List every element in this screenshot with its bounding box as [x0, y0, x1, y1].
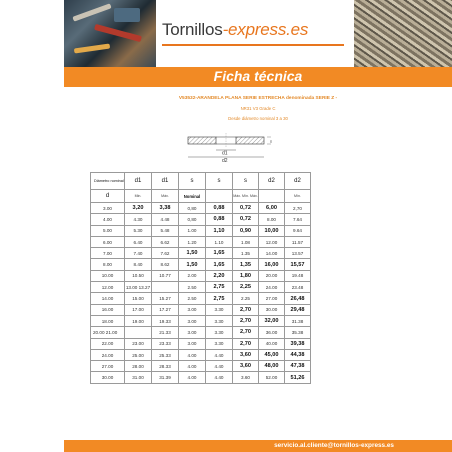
table-cell: 3,38: [152, 203, 179, 214]
table-cell: 19.48: [285, 270, 311, 281]
table-cell: 13.57: [285, 248, 311, 259]
table-cell: 17.00: [125, 304, 152, 315]
table-cell: 22.00: [91, 338, 125, 349]
table-cell: 45,00: [259, 349, 285, 360]
table-cell: 40.00: [259, 338, 285, 349]
table-cell: 8.62: [152, 259, 179, 270]
subheader-cell: Máx. Mín. Máx.: [233, 190, 259, 203]
table-cell: 13.00 13.27: [125, 282, 152, 293]
table-cell: 0,90: [233, 225, 259, 236]
table-cell: 21.33: [152, 327, 179, 338]
table-cell: 24.00: [259, 282, 285, 293]
table-cell: 25.33: [152, 349, 179, 360]
table-row: [91, 349, 311, 360]
header-cell: d2: [259, 173, 285, 190]
standard-line: NR31 V3 Grade C: [240, 106, 276, 111]
brand-logo: [162, 20, 308, 40]
table-cell: 1.00: [179, 225, 206, 236]
table-cell: 31.39: [152, 372, 179, 383]
table-row: [91, 304, 311, 315]
table-row: [91, 259, 311, 270]
table-cell: 25.00: [125, 349, 152, 360]
table-cell: 10.00: [91, 270, 125, 281]
table-cell: 14.00: [91, 293, 125, 304]
subheader-cell: Min.: [125, 190, 152, 203]
header-banner: [64, 0, 452, 67]
footer-email-link[interactable]: servicio.al.cliente@tornillos-express.es: [274, 442, 394, 449]
subheader-cell: d: [91, 190, 125, 203]
table-cell: 1.35: [233, 248, 259, 259]
spec-table: [90, 172, 311, 384]
subheader-cell: [259, 190, 285, 203]
table-cell: 3.30: [206, 327, 233, 338]
table-row: [91, 293, 311, 304]
table-cell: 30.00: [259, 304, 285, 315]
table-cell: 15.00: [125, 293, 152, 304]
table-cell: 0,88: [206, 214, 233, 225]
logo-underline: [162, 44, 344, 46]
table-cell: 9.64: [285, 225, 311, 236]
table-cell: 4.40: [206, 372, 233, 383]
table-cell: 2,70: [233, 327, 259, 338]
table-cell: 1,35: [233, 259, 259, 270]
table-cell: 2,75: [206, 293, 233, 304]
brand-name: Tornillos: [162, 20, 223, 39]
table-cell: 8.00: [91, 259, 125, 270]
subheader-cell: [206, 190, 233, 203]
table-cell: 20.00 21.00: [91, 327, 125, 338]
table-cell: 17.27: [152, 304, 179, 315]
table-row: [91, 236, 311, 247]
range-line: Desde diámetro nominal 3 a 30: [228, 116, 288, 121]
table-row: [91, 214, 311, 225]
table-cell: 7.64: [285, 214, 311, 225]
table-cell: 1,80: [233, 270, 259, 281]
table-cell: 16,00: [259, 259, 285, 270]
table-cell: 51,26: [285, 372, 311, 383]
table-row: [91, 270, 311, 281]
logo-area: [156, 0, 354, 67]
tools-photo: [64, 0, 156, 67]
table-cell: 20.00: [259, 270, 285, 281]
table-cell: 10,00: [259, 225, 285, 236]
table-cell: 19.00: [125, 315, 152, 326]
table-cell: 5.48: [152, 225, 179, 236]
table-cell: [152, 282, 179, 293]
table-cell: 35.38: [285, 327, 311, 338]
table-cell: 4.48: [152, 214, 179, 225]
washer-section-right: [236, 137, 264, 144]
table-cell: 2,70: [285, 203, 311, 214]
table-cell: 5.30: [125, 225, 152, 236]
header-cell: s: [179, 173, 206, 190]
table-cell: 36.00: [259, 327, 285, 338]
table-cell: 8.40: [125, 259, 152, 270]
table-cell: 4.00: [91, 214, 125, 225]
table-cell: 2,20: [206, 270, 233, 281]
table-cell: 0,88: [206, 203, 233, 214]
page-title: Ficha técnica: [213, 68, 303, 84]
screws-photo: [354, 0, 452, 67]
table-cell: 6.00: [91, 236, 125, 247]
table-cell: 4.00: [179, 372, 206, 383]
table-cell: 4.30: [125, 214, 152, 225]
table-cell: 3,60: [233, 349, 259, 360]
table-cell: 30.00: [91, 372, 125, 383]
table-cell: 31.00: [125, 372, 152, 383]
table-cell: 1,10: [206, 225, 233, 236]
table-cell: 7.00: [91, 248, 125, 259]
table-cell: 15.27: [152, 293, 179, 304]
table-cell: 47,38: [285, 361, 311, 372]
table-cell: 0,72: [233, 203, 259, 214]
table-cell: 1,65: [206, 248, 233, 259]
table-cell: 6.62: [152, 236, 179, 247]
table-cell: 3.00: [91, 203, 125, 214]
table-cell: 2.50: [179, 293, 206, 304]
table-cell: 3.00: [179, 304, 206, 315]
table-cell: 2,75: [206, 282, 233, 293]
table-cell: 1.08: [233, 236, 259, 247]
table-cell: 8.00: [259, 214, 285, 225]
table-cell: 3.60: [233, 372, 259, 383]
table-row: [91, 315, 311, 326]
table-cell: 2.00: [179, 270, 206, 281]
table-cell: 23.00: [125, 338, 152, 349]
table-row: [91, 248, 311, 259]
table-cell: 39,38: [285, 338, 311, 349]
table-cell: 27.00: [91, 361, 125, 372]
table-cell: 7.62: [152, 248, 179, 259]
table-cell: 3,20: [125, 203, 152, 214]
table-row: [91, 372, 311, 383]
table-row: [91, 225, 311, 236]
header-cell: s: [233, 173, 259, 190]
table-cell: 3.30: [206, 304, 233, 315]
header-cell: d1: [152, 173, 179, 190]
table-cell: 2.50: [179, 282, 206, 293]
dim-d1-label: d1: [222, 150, 228, 157]
table-cell: 15,57: [285, 259, 311, 270]
footer-band: [64, 440, 452, 452]
table-cell: [125, 327, 152, 338]
table-cell: 23.33: [152, 338, 179, 349]
table-row: [91, 338, 311, 349]
table-row: [91, 282, 311, 293]
table-cell: 3.00: [179, 315, 206, 326]
table-cell: 1,65: [206, 259, 233, 270]
dim-d2-label: d2: [222, 158, 228, 164]
table-cell: 2,25: [233, 282, 259, 293]
table-cell: 19.33: [152, 315, 179, 326]
washer-section-left: [188, 137, 216, 144]
header-cell: d2: [285, 173, 311, 190]
table-cell: 0,80: [179, 203, 206, 214]
table-cell: 10.77: [152, 270, 179, 281]
table-cell: 4.40: [206, 361, 233, 372]
table-cell: 24.00: [91, 349, 125, 360]
table-cell: 4.00: [179, 349, 206, 360]
header-cell: s: [206, 173, 233, 190]
title-band: [64, 67, 452, 87]
table-cell: 4.00: [179, 361, 206, 372]
table-cell: 27.00: [259, 293, 285, 304]
table-cell: 31.38: [285, 315, 311, 326]
table-cell: 11.57: [285, 236, 311, 247]
table-cell: 3.00: [179, 338, 206, 349]
table-cell: 10.50: [125, 270, 152, 281]
table-cell: 4.40: [206, 349, 233, 360]
table-cell: 6,00: [259, 203, 285, 214]
table-cell: 1.10: [206, 236, 233, 247]
table-cell: 3,60: [233, 361, 259, 372]
table-cell: 52.00: [259, 372, 285, 383]
brand-domain: -express.es: [222, 20, 309, 39]
table-row: [91, 361, 311, 372]
table-cell: 2,70: [233, 338, 259, 349]
product-code-line: V53532-ARANDELA PLANA SERIE ESTRECHA denominada SERIE Z -: [178, 96, 338, 101]
dim-s-label: s: [270, 138, 272, 144]
table-cell: 12.00: [91, 282, 125, 293]
table-cell: 12.00: [259, 236, 285, 247]
table-cell: 2,70: [233, 315, 259, 326]
subheader-cell: Mín.: [285, 190, 311, 203]
table-cell: 44,38: [285, 349, 311, 360]
table-cell: 16.00: [91, 304, 125, 315]
table-cell: 28.00: [125, 361, 152, 372]
table-cell: 3.00: [179, 327, 206, 338]
table-row: [91, 203, 311, 214]
table-cell: 5.00: [91, 225, 125, 236]
table-cell: 14.00: [259, 248, 285, 259]
table-cell: 28.33: [152, 361, 179, 372]
header-cell: d1: [125, 173, 152, 190]
table-cell: 29,48: [285, 304, 311, 315]
table-cell: 1,50: [179, 248, 206, 259]
table-cell: 3.30: [206, 338, 233, 349]
table-cell: 0,72: [233, 214, 259, 225]
table-cell: 32,00: [259, 315, 285, 326]
table-cell: 7.40: [125, 248, 152, 259]
table-cell: 0,80: [179, 214, 206, 225]
subheader-cell: Máx.: [152, 190, 179, 203]
table-header-row: [91, 173, 311, 190]
table-cell: 48,00: [259, 361, 285, 372]
table-cell: 6.40: [125, 236, 152, 247]
table-cell: 3.30: [206, 315, 233, 326]
header-cell: Diámetro nominal: [91, 173, 125, 190]
table-cell: 2.25: [233, 293, 259, 304]
table-cell: 23.48: [285, 282, 311, 293]
table-cell: 1.20: [179, 236, 206, 247]
table-cell: 1,50: [179, 259, 206, 270]
table-cell: 18.00: [91, 315, 125, 326]
table-cell: 2,70: [233, 304, 259, 315]
table-cell: 26,48: [285, 293, 311, 304]
washer-drawing: [184, 131, 274, 171]
table-subheader-row: [91, 190, 311, 203]
table-row: [91, 327, 311, 338]
subheader-cell: Nominal: [179, 190, 206, 203]
